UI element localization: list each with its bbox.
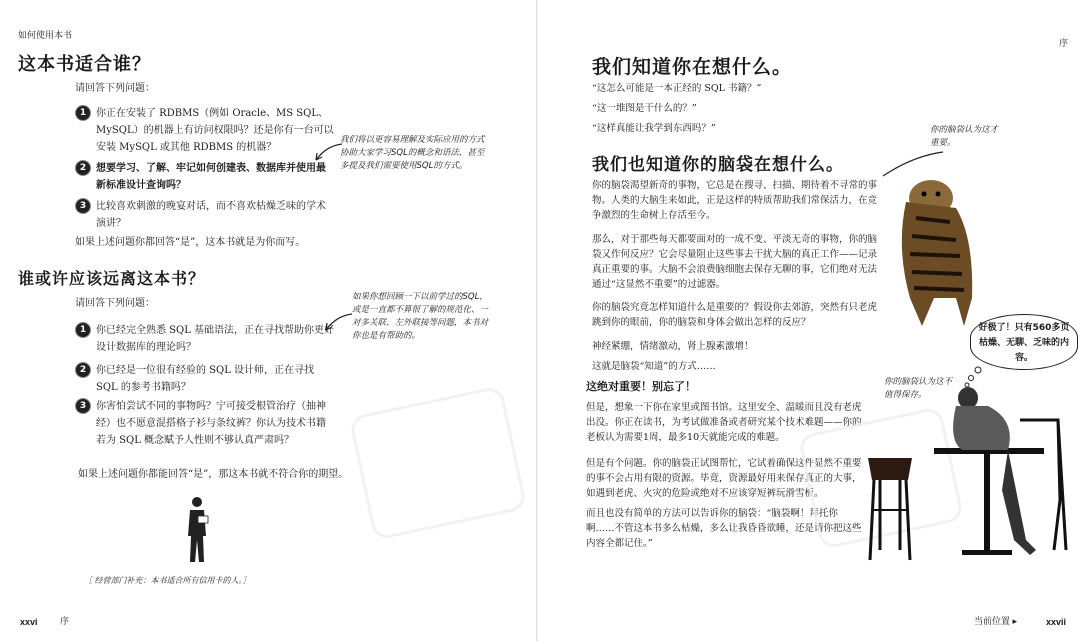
nav-current-position[interactable] bbox=[974, 614, 1017, 627]
heading-who-is-this-for: 这本书适合谁？ bbox=[18, 54, 151, 75]
page-number: xxvi bbox=[20, 617, 38, 627]
question-text: 你害怕尝试不同的事物吗？宁可接受根管治疗（抽神经）也不愿意混搭格子衫与条纹裤？你认为技术书籍若为 SQL 概念赋予人性则不够认真严肃吗？ bbox=[96, 401, 326, 446]
caption: ［ 经营部门补充：本书适合所有信用卡的人。］ bbox=[84, 576, 251, 585]
left-page bbox=[0, 0, 537, 641]
number-badge: 1 bbox=[75, 322, 91, 338]
tiger-image bbox=[876, 178, 978, 328]
question-item bbox=[75, 398, 335, 449]
paragraph: 你的脑袋渴望新奇的事物，它总是在搜寻、扫描、期待着不寻常的事物。人类的大脑生来如此，正是这样的特质帮助我们常保活力，在竞争激烈的生命树上存活至今。 bbox=[592, 180, 878, 221]
paragraph: 这就是脑袋“知道”的方式…… bbox=[592, 361, 716, 372]
handwritten-note: 如果你想回顾一下以前学过的SQL，或是一直都不算很了解的规范化、一对多关联、左外联接等问题，本书对你也是有帮助的。 bbox=[352, 292, 489, 341]
question-text: 想要学习、了解、牢记如何创建表、数据库并使用最新标准设计查询吗？ bbox=[96, 163, 326, 191]
speech-bubble-text: 好极了！只有560多页枯燥、无聊、乏味的内容。 bbox=[978, 323, 1070, 363]
question-item bbox=[75, 198, 335, 232]
intro-text: 请回答下列问题： bbox=[75, 298, 155, 309]
handwritten-note: 你的脑袋认为这才重要。 bbox=[930, 125, 999, 148]
emphasis-line: 这绝对重要！别忘了！ bbox=[586, 380, 696, 393]
nav-label: 当前位置 bbox=[974, 616, 1011, 626]
number-badge: 3 bbox=[75, 398, 91, 414]
number-badge: 2 bbox=[75, 160, 91, 176]
handwritten-note: 你的脑袋认为这不值得保存。 bbox=[884, 377, 953, 400]
running-header: 如何使用本书 bbox=[18, 30, 73, 40]
man-at-table-image bbox=[868, 380, 1068, 570]
question-text: 你已经是一位很有经验的 SQL 设计师，正在寻找 SQL 的参考书籍吗？ bbox=[96, 365, 315, 393]
running-header: 序 bbox=[1058, 38, 1068, 48]
paragraph: 而且也没有简单的方法可以告诉你的脑袋：“脑袋啊！拜托你啊……不管这本书多么枯燥，多么让我昏昏欲睡，还是请你把这些内容全都记住。” bbox=[586, 508, 862, 549]
right-page bbox=[538, 0, 1080, 641]
page-number: xxvii bbox=[1045, 617, 1066, 627]
question-item bbox=[75, 160, 335, 194]
if-yes-text: 如果上述问题你都回答“是”，这本书就是为你而写。 bbox=[75, 237, 306, 248]
question-item bbox=[75, 362, 335, 396]
quote-line: “这一堆图是干什么的？” bbox=[592, 103, 697, 114]
question-text: 你正在安装了 RDBMS（例如 Oracle、MS SQL、MySQL）的机器上有访问权限吗？还是你有一台可以安装 MySQL 或其他 RDBMS 的机器？ bbox=[96, 108, 334, 153]
paragraph: 但是，想象一下你在家里或图书馆。这里安全、温暖而且没有老虎出没。你正在读书，为考试做准备或者研究某个技术难题——你的老板认为需要1周，最多10天就能完成的难题。 bbox=[586, 402, 862, 443]
page-label: 序 bbox=[60, 616, 70, 626]
question-text: 你已经完全熟悉 SQL 基础语法，正在寻找帮助你更好设计数据库的理论吗？ bbox=[96, 325, 335, 353]
if-yes-text: 如果上述问题你都能回答“是”，那这本书就不符合你的期望。 bbox=[78, 469, 349, 480]
paragraph: 那么，对于那些每天都要面对的一成不变、平淡无奇的事物，你的脑袋又作何反应？它会尽量阻止这些事去干扰大脑的真正工作——记录真正重要的事。大脑不会浪费脑细胞去保存无聊的事，它们绝对无法通过“这显然不重要”的过滤器。 bbox=[592, 234, 878, 290]
intro-text: 请回答下列问题： bbox=[75, 83, 155, 94]
question-text: 比较喜欢刺激的晚宴对话，而不喜欢枯燥乏味的学术演讲？ bbox=[96, 201, 326, 229]
businessman-figure bbox=[182, 494, 212, 566]
question-item bbox=[75, 105, 335, 156]
handwritten-note: 我们将以更容易理解及实际应用的方式协助大家学习SQL的概念和语法，甚至多提及我们需要使用SQL的方式。 bbox=[340, 135, 485, 171]
paragraph: 你的脑袋究竟怎样知道什么是重要的？假设你去郊游，突然有只老虎跳到你的眼前，你的脑袋和身体会做出怎样的反应？ bbox=[592, 302, 878, 328]
heading-we-know: 我们知道你在想什么。 bbox=[592, 56, 793, 78]
quote-line: “这怎么可能是一本正经的 SQL 书籍？” bbox=[592, 83, 762, 94]
arrow-icon bbox=[873, 146, 949, 182]
paragraph: 但是有个问题。你的脑袋正试图帮忙，它试着确保这件显然不重要的事不会占用有限的资源。毕竟，资源最好用来保存真正的大事，如遇到老虎、火灾的危险或绝对不应该穿短裤玩滑雪板。 bbox=[586, 458, 862, 499]
paragraph: 神经紧绷，情绪激动，肾上腺素激增！ bbox=[592, 341, 754, 352]
arrow-icon bbox=[322, 310, 354, 334]
arrow-icon bbox=[310, 140, 344, 166]
number-badge: 1 bbox=[75, 105, 91, 121]
quote-line: “这样真能让我学到东西吗？” bbox=[592, 123, 716, 134]
caret-right-icon: ▸ bbox=[1012, 616, 1018, 626]
number-badge: 3 bbox=[75, 198, 91, 214]
heading-we-know-brain: 我们也知道你的脑袋在想什么。 bbox=[592, 155, 844, 175]
speech-bubble bbox=[970, 314, 1078, 370]
watermark bbox=[349, 385, 528, 541]
question-item bbox=[75, 322, 335, 356]
number-badge: 2 bbox=[75, 362, 91, 378]
heading-who-should-avoid: 谁或许应该远离这本书？ bbox=[18, 269, 206, 288]
